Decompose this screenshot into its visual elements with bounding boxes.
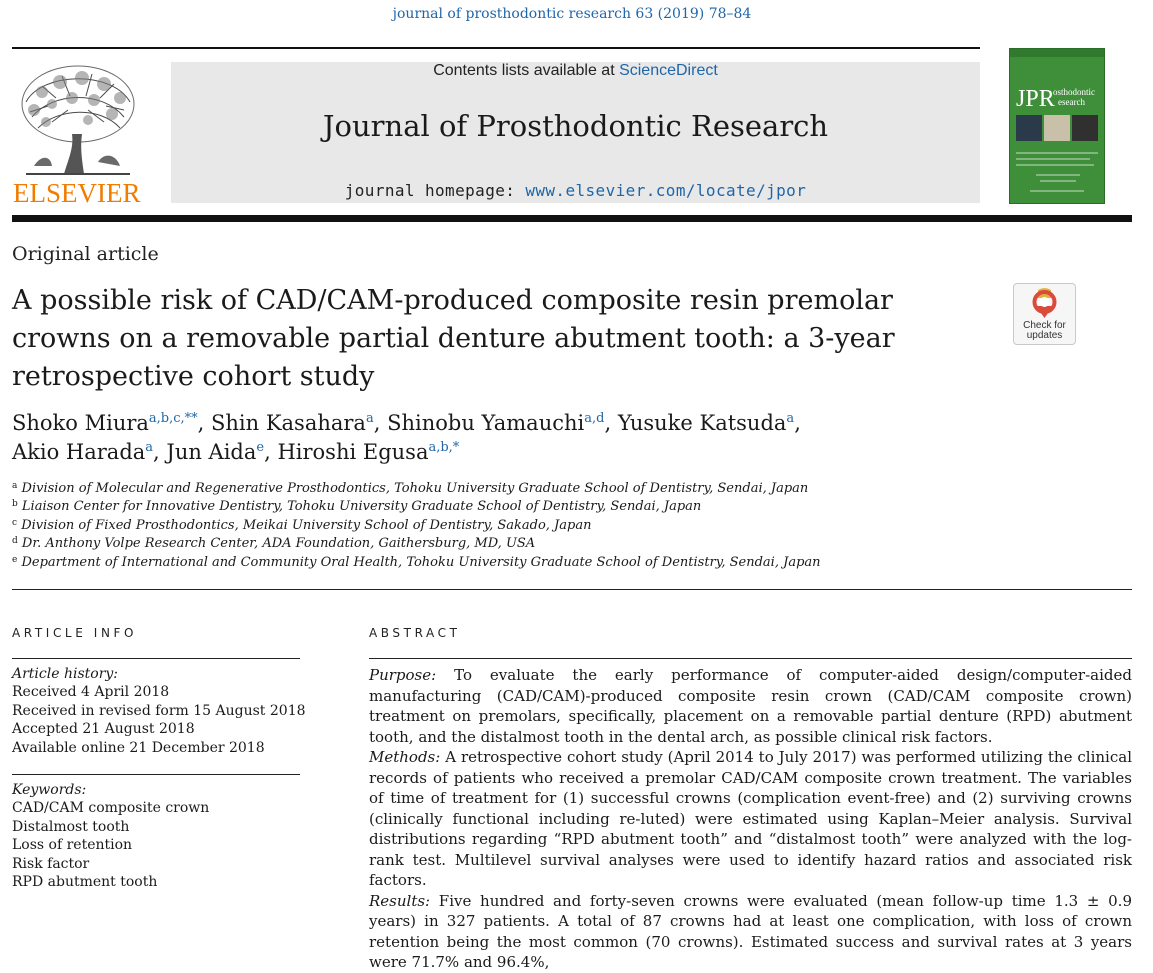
author-affiliation-ref[interactable]: a <box>786 411 795 426</box>
author-affiliation-ref[interactable]: a,b,* <box>428 440 460 455</box>
sciencedirect-link[interactable]: ScienceDirect <box>619 62 718 79</box>
elsevier-wordmark[interactable]: ELSEVIER <box>13 178 141 208</box>
affiliation-item: $^e$ Department of International and Community Oral Health, Tohoku University Graduate School of Dentistry, Sendai, Japan <box>12 554 821 570</box>
author-affiliation-ref[interactable]: a,d <box>584 411 605 426</box>
homepage-prefix: journal homepage: <box>344 181 526 200</box>
journal-cover-thumbnail[interactable] <box>1009 48 1105 204</box>
history-item: Accepted 21 August 2018 <box>12 721 195 738</box>
history-item: Available online 21 December 2018 <box>12 739 265 756</box>
crossmark-line-2: updates <box>1026 330 1063 341</box>
article-history <box>12 665 312 757</box>
author-affiliation-ref[interactable]: e <box>256 440 265 455</box>
author-line-1: Shoko Miura$^{a,b,c,**}$, Shin Kasahara$^a$, Shinobu Yamauchi$^{a,d}$, Yusuke Katsuda$^a$, <box>12 411 801 435</box>
abstract-body <box>369 665 1132 973</box>
journal-citation[interactable]: journal of prosthodontic research 63 (2019) 78–84 <box>392 6 752 22</box>
purpose-text: To evaluate the early performance of computer-aided design/computer-aided manufacturing (CAD/CAM)-produced composite resin crown (CAD/CAM composite crown) treatment on premolars, specifically, placement on a removable partial denture (RPD) abutment tooth, and the distalmost tooth in the dental arch, as possible clinical risk factors. <box>369 666 1132 746</box>
journal-masthead <box>171 62 980 203</box>
cover-brand: JPR <box>1016 86 1055 112</box>
article-info-heading: ARTICLE INFO <box>12 626 138 640</box>
keywords-rule <box>12 774 300 775</box>
check-for-updates-button[interactable] <box>1013 283 1076 345</box>
keyword-item: CAD/CAM composite crown <box>12 800 210 817</box>
purpose-label: Purpose: <box>369 666 437 684</box>
article-history-heading: Article history: <box>12 666 119 682</box>
cover-subtitle-2: esearch <box>1058 97 1085 107</box>
abstract-methods <box>369 747 1132 891</box>
results-text: Five hundred and forty-seven crowns were evaluated (mean follow-up time 1.3 ± 0.9 years) in 327 patients. A total of 87 crowns had at least one complication, with loss of crown retention being the most common (70 crowns). Estimated success and survival rates at 3 years were 71.7% and 96.4%, <box>369 891 1132 971</box>
affiliation-item: $^d$ Dr. Anthony Volpe Research Center, ADA Foundation, Gaithersburg, MD, USA <box>12 536 536 552</box>
author-list <box>12 409 912 467</box>
author-name[interactable]: Hiroshi Egusa <box>277 440 429 464</box>
author-name[interactable]: Shinobu Yamauchi <box>387 411 585 435</box>
crossmark-line-1: Check for <box>1023 320 1066 331</box>
cover-art <box>1010 49 1104 203</box>
author-affiliation-ref[interactable]: a <box>145 440 154 455</box>
homepage-line <box>171 181 980 200</box>
article-type: Original article <box>12 243 159 265</box>
history-item: Received 4 April 2018 <box>12 684 170 701</box>
author-name[interactable]: Shoko Miura <box>12 411 149 435</box>
affiliation-item: $^a$ Division of Molecular and Regenerative Prosthodontics, Tohoku University Graduate School of Dentistry, Sendai, Japan <box>12 481 809 496</box>
contents-line <box>171 62 980 80</box>
author-name[interactable]: Akio Harada <box>12 440 146 464</box>
keyword-item: RPD abutment tooth <box>12 874 158 891</box>
abstract-rule <box>369 658 1132 659</box>
abstract-purpose <box>369 665 1132 747</box>
affiliation-list <box>12 480 912 572</box>
cover-subtitle-1: osthodontic <box>1053 87 1095 97</box>
author-name[interactable]: Yusuke Katsuda <box>617 411 787 435</box>
article-info-rule <box>12 658 300 659</box>
author-line-2: Akio Harada$^a$, Jun Aida$^e$, Hiroshi Egusa$^{a,b,*}$ <box>12 440 460 464</box>
author-affiliation-ref[interactable]: a,b,c,** <box>148 411 198 426</box>
crossmark-icon <box>1014 284 1075 324</box>
keyword-item: Loss of retention <box>12 837 133 854</box>
masthead-rule <box>12 215 1132 222</box>
keyword-item: Risk factor <box>12 855 90 872</box>
author-name[interactable]: Jun Aida <box>166 440 257 464</box>
author-name[interactable]: Shin Kasahara <box>211 411 366 435</box>
header-rule <box>12 47 980 49</box>
journal-name: Journal of Prosthodontic Research <box>322 109 829 143</box>
article-title: A possible risk of CAD/CAM-produced composite resin premolar crowns on a removable partial denture abutment tooth: a 3-year retrospective cohort study <box>12 285 895 392</box>
homepage-link[interactable]: www.elsevier.com/locate/jpor <box>525 181 807 200</box>
contents-prefix: Contents lists available at <box>433 62 620 79</box>
affiliation-item: $^c$ Division of Fixed Prosthodontics, Meikai University School of Dentistry, Sakado, Japan <box>12 517 592 533</box>
abstract-results <box>369 891 1132 973</box>
keywords-heading: Keywords: <box>12 782 87 798</box>
keywords-block <box>12 781 312 891</box>
methods-label: Methods: <box>369 748 441 766</box>
history-item: Received in revised form 15 August 2018 <box>12 702 306 719</box>
abstract-heading: ABSTRACT <box>369 626 461 640</box>
methods-text: A retrospective cohort study (April 2014 to July 2017) was performed utilizing the clinical records of patients who received a premolar CAD/CAM composite crown treatment. The variables of time of treatment for (1) successful crowns (complication event-free) and (2) surviving crowns (clinically functional including re-luted) were estimated using Kaplan–Meier analysis. Survival distributions regarding “RPD abutment tooth” and “distalmost tooth” were analyzed with the log-rank test. Multilevel survival analyses were used to identify hazard ratios and associated risk factors. <box>369 748 1132 889</box>
section-rule <box>12 589 1132 590</box>
author-affiliation-ref[interactable]: a <box>365 411 374 426</box>
affiliation-item: $^b$ Liaison Center for Innovative Dentistry, Tohoku University Graduate School of Dentistry, Sendai, Japan <box>12 499 702 515</box>
results-label: Results: <box>369 891 431 910</box>
crossmark-label <box>1014 321 1075 341</box>
keyword-item: Distalmost tooth <box>12 818 130 835</box>
